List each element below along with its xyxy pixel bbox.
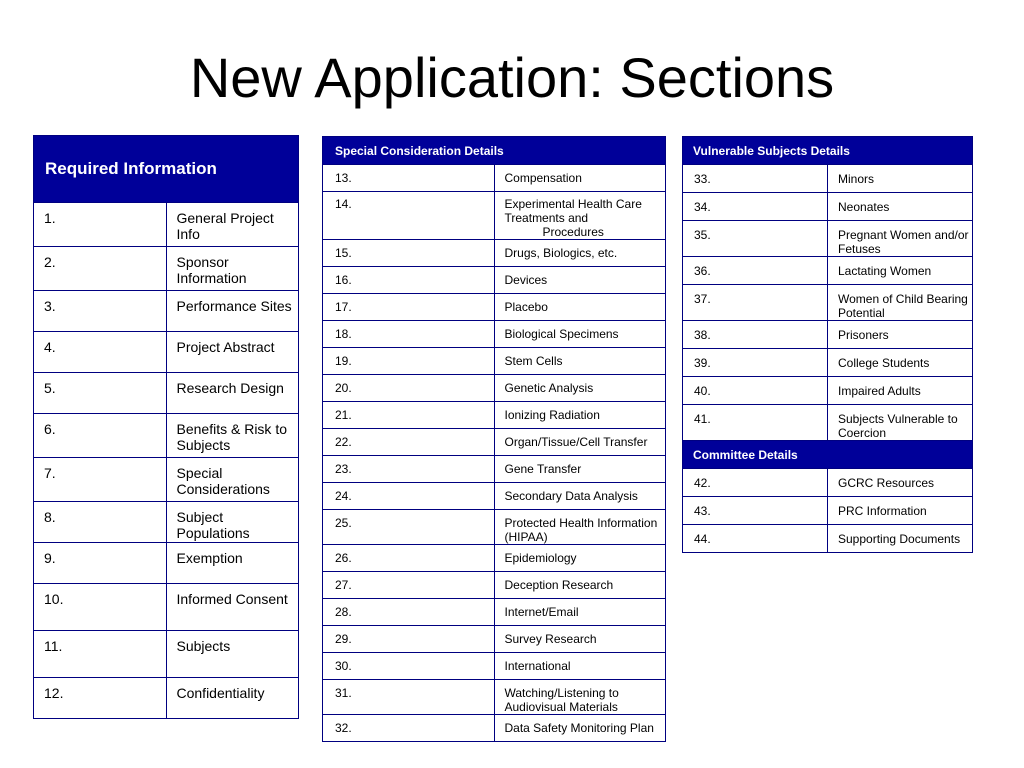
table-row[interactable] — [683, 405, 973, 441]
row-label: Deception Research — [494, 572, 666, 599]
row-label: Stem Cells — [494, 348, 666, 375]
table-row[interactable] — [683, 377, 973, 405]
row-label: Sponsor Information — [166, 247, 299, 291]
row-number: 17. — [323, 294, 495, 321]
table-row[interactable] — [323, 510, 666, 545]
row-label: Secondary Data Analysis — [494, 483, 666, 510]
committee-details-header: Committee Details — [683, 441, 973, 469]
table-row[interactable] — [683, 321, 973, 349]
table-row[interactable] — [323, 402, 666, 429]
table-row[interactable] — [323, 348, 666, 375]
table-row[interactable] — [323, 572, 666, 599]
table-row[interactable] — [323, 599, 666, 626]
row-label: Women of Child Bearing Potential — [828, 285, 973, 321]
row-number: 25. — [323, 510, 495, 545]
row-label-continued: Procedures — [542, 225, 604, 239]
row-number: 21. — [323, 402, 495, 429]
row-label: Exemption — [166, 543, 299, 584]
row-label: Experimental Health Care Treatments and — [504, 197, 642, 225]
row-number: 10. — [34, 584, 167, 631]
row-label: Subjects — [166, 631, 299, 678]
special-consideration-table — [322, 136, 666, 742]
table-row[interactable] — [323, 429, 666, 456]
row-label: Lactating Women — [828, 257, 973, 285]
row-number: 22. — [323, 429, 495, 456]
table-row[interactable] — [323, 294, 666, 321]
row-number: 15. — [323, 240, 495, 267]
row-label: Drugs, Biologics, etc. — [494, 240, 666, 267]
row-number: 28. — [323, 599, 495, 626]
table-row[interactable] — [683, 221, 973, 257]
table-row[interactable] — [683, 469, 973, 497]
row-label: Pregnant Women and/or Fetuses — [828, 221, 973, 257]
table-row[interactable] — [34, 458, 299, 502]
table-row[interactable] — [323, 267, 666, 294]
page-title: New Application: Sections — [189, 46, 835, 109]
row-label: Subject Populations — [166, 502, 299, 543]
row-number: 7. — [34, 458, 167, 502]
table-row[interactable] — [683, 497, 973, 525]
row-number: 39. — [683, 349, 828, 377]
row-label: Subjects Vulnerable to Coercion — [828, 405, 973, 441]
table-row[interactable] — [683, 165, 973, 193]
row-label: Biological Specimens — [494, 321, 666, 348]
table-row[interactable] — [323, 240, 666, 267]
row-label: Performance Sites — [166, 291, 299, 332]
row-label: Impaired Adults — [828, 377, 973, 405]
row-number: 41. — [683, 405, 828, 441]
row-number: 11. — [34, 631, 167, 678]
row-number: 43. — [683, 497, 828, 525]
row-label: PRC Information — [828, 497, 973, 525]
row-number: 33. — [683, 165, 828, 193]
table-row[interactable] — [323, 626, 666, 653]
table-row[interactable] — [323, 680, 666, 715]
row-label: Neonates — [828, 193, 973, 221]
table-row[interactable] — [323, 192, 666, 240]
row-label: Prisoners — [828, 321, 973, 349]
row-number: 3. — [34, 291, 167, 332]
row-label: Gene Transfer — [494, 456, 666, 483]
row-label: Organ/Tissue/Cell Transfer — [494, 429, 666, 456]
row-label: Epidemiology — [494, 545, 666, 572]
row-label: General Project Info — [166, 203, 299, 247]
row-number: 9. — [34, 543, 167, 584]
row-label: Placebo — [494, 294, 666, 321]
row-number: 14. — [323, 192, 495, 240]
row-number: 37. — [683, 285, 828, 321]
table-row[interactable] — [323, 483, 666, 510]
special-consideration-header: Special Consideration Details — [323, 137, 666, 165]
row-label-cell — [494, 192, 666, 240]
row-label: Research Design — [166, 373, 299, 414]
row-label: Data Safety Monitoring Plan — [494, 715, 666, 742]
row-number: 40. — [683, 377, 828, 405]
row-number: 4. — [34, 332, 167, 373]
table-row[interactable] — [323, 715, 666, 742]
row-label: Protected Health Information (HIPAA) — [494, 510, 666, 545]
table-row[interactable] — [683, 525, 973, 553]
row-label: Benefits & Risk to Subjects — [166, 414, 299, 458]
vulnerable-subjects-header: Vulnerable Subjects Details — [683, 137, 973, 165]
table-row[interactable] — [34, 543, 299, 584]
required-information-header: Required Information — [34, 136, 299, 203]
table-row[interactable] — [34, 247, 299, 291]
required-information-table — [33, 135, 299, 719]
table-row[interactable] — [683, 193, 973, 221]
row-label: Compensation — [494, 165, 666, 192]
row-label: Supporting Documents — [828, 525, 973, 553]
row-label: Informed Consent — [166, 584, 299, 631]
row-label: Genetic Analysis — [494, 375, 666, 402]
vulnerable-subjects-table — [682, 136, 973, 553]
row-number: 23. — [323, 456, 495, 483]
table-row[interactable] — [34, 373, 299, 414]
table-row[interactable] — [34, 584, 299, 631]
row-number: 32. — [323, 715, 495, 742]
table-row[interactable] — [323, 321, 666, 348]
row-label: International — [494, 653, 666, 680]
row-number: 12. — [34, 678, 167, 719]
row-number: 20. — [323, 375, 495, 402]
table-row[interactable] — [323, 545, 666, 572]
row-number: 24. — [323, 483, 495, 510]
row-number: 5. — [34, 373, 167, 414]
row-number: 34. — [683, 193, 828, 221]
row-number: 36. — [683, 257, 828, 285]
table-row[interactable] — [323, 456, 666, 483]
row-label: Internet/Email — [494, 599, 666, 626]
row-number: 2. — [34, 247, 167, 291]
table-row[interactable] — [323, 375, 666, 402]
table-row[interactable] — [683, 349, 973, 377]
table-row[interactable] — [34, 414, 299, 458]
table-row[interactable] — [34, 332, 299, 373]
row-number: 29. — [323, 626, 495, 653]
table-row[interactable] — [323, 653, 666, 680]
table-row[interactable] — [683, 285, 973, 321]
row-label: Devices — [494, 267, 666, 294]
table-row[interactable] — [683, 257, 973, 285]
row-number: 31. — [323, 680, 495, 715]
row-number: 16. — [323, 267, 495, 294]
row-label: Watching/Listening to Audiovisual Materials — [494, 680, 666, 715]
row-number: 42. — [683, 469, 828, 497]
table-row[interactable] — [34, 631, 299, 678]
row-number: 8. — [34, 502, 167, 543]
table-row[interactable] — [34, 502, 299, 543]
row-label: College Students — [828, 349, 973, 377]
row-number: 26. — [323, 545, 495, 572]
table-row[interactable] — [34, 203, 299, 247]
row-label: Confidentiality — [166, 678, 299, 719]
table-row[interactable] — [34, 291, 299, 332]
row-number: 30. — [323, 653, 495, 680]
row-number: 27. — [323, 572, 495, 599]
row-number: 6. — [34, 414, 167, 458]
row-label: Ionizing Radiation — [494, 402, 666, 429]
row-number: 1. — [34, 203, 167, 247]
row-label: Minors — [828, 165, 973, 193]
row-number: 44. — [683, 525, 828, 553]
row-number: 38. — [683, 321, 828, 349]
table-row[interactable] — [323, 165, 666, 192]
row-label: Special Considerations — [166, 458, 299, 502]
row-number: 19. — [323, 348, 495, 375]
row-number: 35. — [683, 221, 828, 257]
row-number: 18. — [323, 321, 495, 348]
row-label: Project Abstract — [166, 332, 299, 373]
row-label: Survey Research — [494, 626, 666, 653]
table-row[interactable] — [34, 678, 299, 719]
row-number: 13. — [323, 165, 495, 192]
row-label: GCRC Resources — [828, 469, 973, 497]
